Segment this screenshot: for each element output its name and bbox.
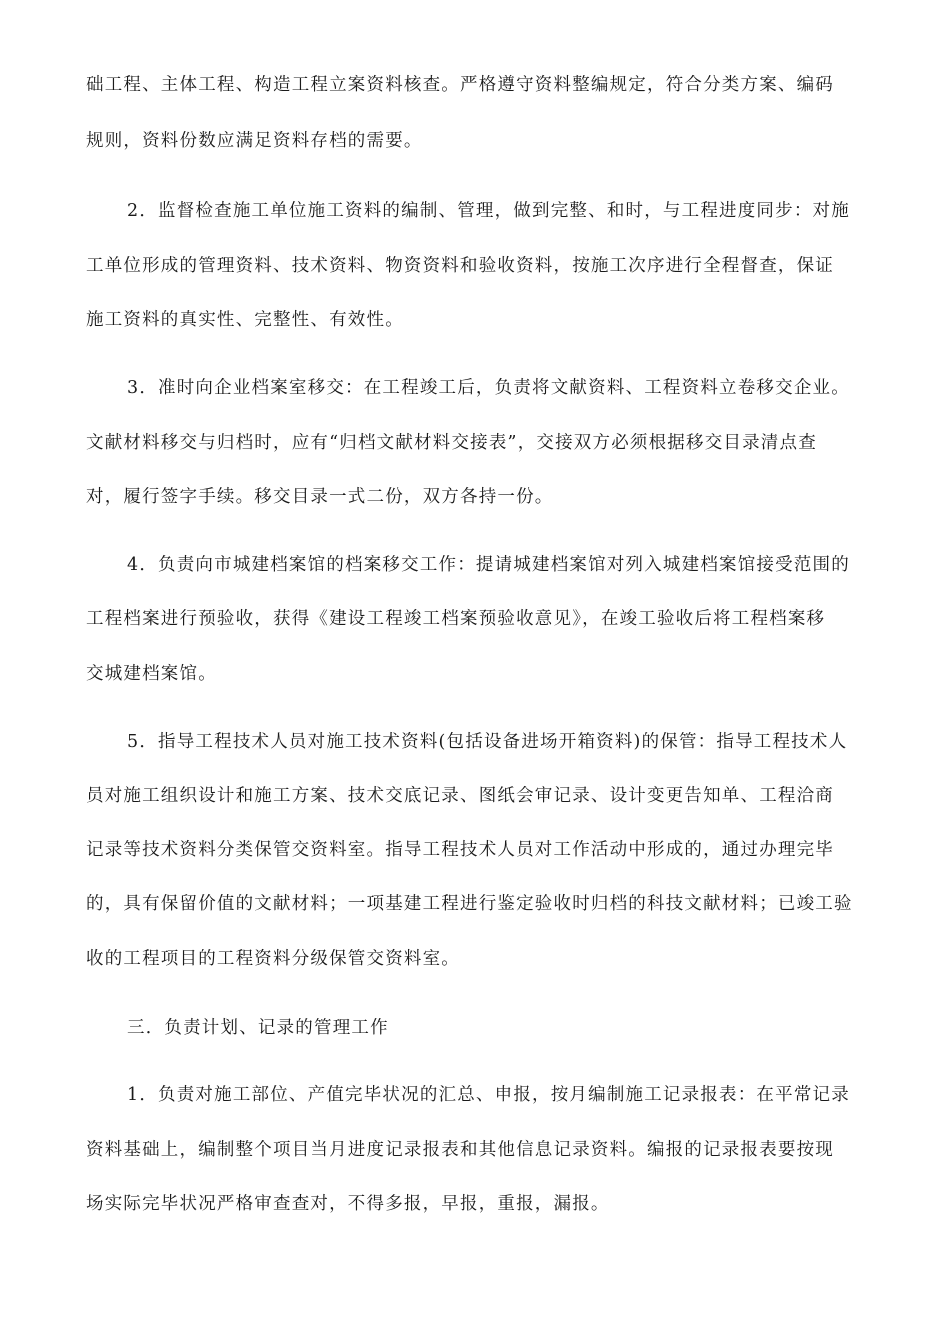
paragraph-line: 的，具有保留价值的文献材料；一项基建工程进行鉴定验收时归档的科技文献材料；已竣工验 [86,894,853,914]
paragraph-line: 文献材料移交与归档时，应有“归档文献材料交接表”，交接双方必须根据移交目录清点查 [86,433,817,453]
paragraph-line: 交城建档案馆。 [86,664,217,684]
paragraph-line: 4．负责向市城建档案馆的档案移交工作：提请城建档案馆对列入城建档案馆接受范围的 [127,555,850,575]
paragraph-line: 员对施工组织设计和施工方案、技术交底记录、图纸会审记录、设计变更告知单、工程洽商 [86,786,834,806]
paragraph-line: 场实际完毕状况严格审查查对，不得多报，早报，重报，漏报。 [86,1194,610,1214]
paragraph-line: 5．指导工程技术人员对施工技术资料(包括设备进场开箱资料)的保管：指导工程技术人 [127,732,848,752]
paragraph-line: 2．监督检查施工单位施工资料的编制、管理，做到完整、和时，与工程进度同步：对施 [127,201,850,221]
section-heading-text: 三．负责计划、记录的管理工作 [127,1018,389,1038]
paragraph-line: 3．准时向企业档案室移交：在工程竣工后，负责将文献资料、工程资料立卷移交企业。 [127,378,850,398]
paragraph-line: 收的工程项目的工程资料分级保管交资料室。 [86,949,460,969]
paragraph-line: 对，履行签字手续。移交目录一式二份，双方各持一份。 [86,487,554,507]
paragraph-line: 础工程、主体工程、构造工程立案资料核查。严格遵守资料整编规定，符合分类方案、编码 [86,75,834,95]
paragraph-line: 施工资料的真实性、完整性、有效性。 [86,310,404,330]
paragraph-line: 1．负责对施工部位、产值完毕状况的汇总、申报，按月编制施工记录报表：在平常记录 [127,1085,850,1105]
paragraph-line: 资料基础上，编制整个项目当月进度记录报表和其他信息记录资料。编报的记录报表要按现 [86,1140,834,1160]
paragraph-line: 工程档案进行预验收，获得《建设工程竣工档案预验收意见》，在竣工验收后将工程档案移 [86,609,826,629]
paragraph-line: 记录等技术资料分类保管交资料室。指导工程技术人员对工作活动中形成的，通过办理完毕 [86,840,834,860]
paragraph-line: 工单位形成的管理资料、技术资料、物资资料和验收资料，按施工次序进行全程督查，保证 [86,256,834,276]
paragraph-line: 规则，资料份数应满足资料存档的需要。 [86,131,423,151]
